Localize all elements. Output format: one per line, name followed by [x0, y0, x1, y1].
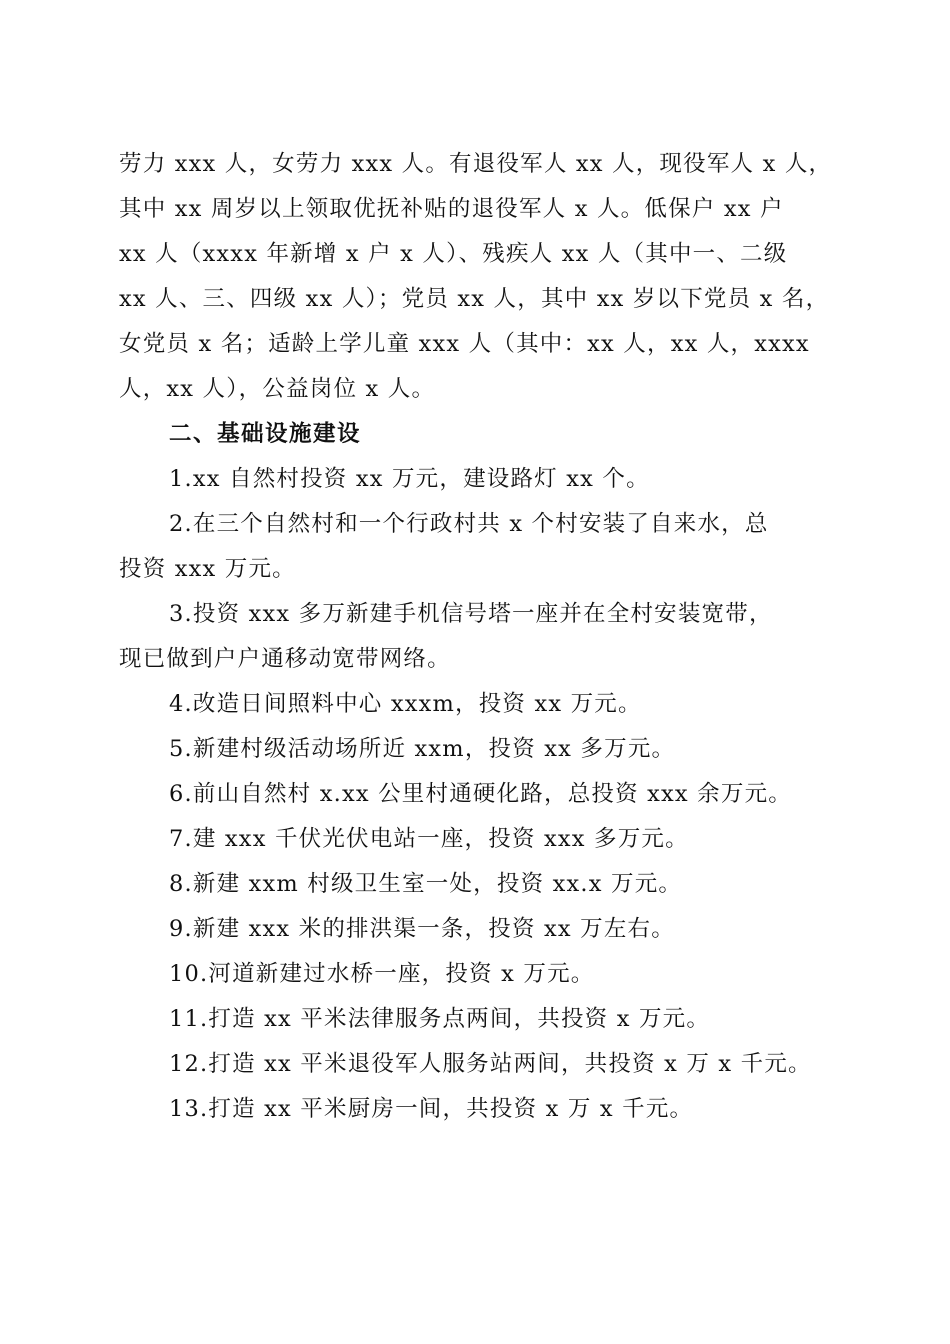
list-item	[119, 907, 831, 952]
text-line: 3.投资 xxx 多万新建手机信号塔一座并在全村安装宽带，	[169, 601, 773, 627]
list-item	[119, 592, 831, 682]
list-item	[119, 1042, 831, 1087]
list-item	[119, 817, 831, 862]
text-line: xx 人、三、四级 xx 人）；党员 xx 人，其中 xx 岁以下党员 x 名，	[119, 286, 830, 312]
list-item	[119, 682, 831, 727]
text-line: 女党员 x 名；适龄上学儿童 xxx 人（其中：xx 人，xx 人，xxxx	[119, 331, 810, 357]
list-item	[119, 727, 831, 772]
text-line: 11.打造 xx 平米法律服务点两间，共投资 x 万元。	[169, 1006, 711, 1032]
document-body	[119, 142, 831, 1132]
text-line: 7.建 xxx 千伏光伏电站一座，投资 xxx 多万元。	[169, 826, 689, 852]
text-line: 12.打造 xx 平米退役军人服务站两间，共投资 x 万 x 千元。	[169, 1051, 812, 1077]
list-item	[119, 862, 831, 907]
list-item	[119, 997, 831, 1042]
intro-paragraph	[119, 142, 831, 412]
section-heading: 二、基础设施建设	[169, 421, 362, 447]
list-item	[119, 502, 831, 592]
list-item	[119, 952, 831, 997]
text-line: 4.改造日间照料中心 xxxm，投资 xx 万元。	[169, 691, 642, 717]
text-line: 1.xx 自然村投资 xx 万元，建设路灯 xx 个。	[169, 466, 650, 492]
text-line: 5.新建村级活动场所近 xxm，投资 xx 多万元。	[169, 736, 676, 762]
text-line: 8.新建 xxm 村级卫生室一处，投资 xx.x 万元。	[169, 871, 683, 897]
text-line: 其中 xx 周岁以上领取优抚补贴的退役军人 x 人。低保户 xx 户	[119, 196, 784, 222]
list-item	[119, 457, 831, 502]
text-line: 劳力 xxx 人，女劳力 xxx 人。有退役军人 xx 人，现役军人 x 人，	[119, 151, 833, 177]
list-item	[119, 1087, 831, 1132]
text-line: 9.新建 xxx 米的排洪渠一条，投资 xx 万左右。	[169, 916, 675, 942]
text-line: xx 人（xxxx 年新增 x 户 x 人）、残疾人 xx 人（其中一、二级	[119, 241, 788, 267]
text-line: 6.前山自然村 x.xx 公里村通硬化路，总投资 xxx 余万元。	[169, 781, 792, 807]
text-line: 13.打造 xx 平米厨房一间，共投资 x 万 x 千元。	[169, 1096, 694, 1122]
text-line: 投资 xxx 万元。	[119, 556, 296, 582]
text-line: 10.河道新建过水桥一座，投资 x 万元。	[169, 961, 595, 987]
text-line: 现已做到户户通移动宽带网络。	[119, 646, 451, 672]
list-item	[119, 772, 831, 817]
text-line: 人，xx 人），公益岗位 x 人。	[119, 376, 436, 402]
text-line: 2.在三个自然村和一个行政村共 x 个村安装了自来水，总	[169, 511, 769, 537]
